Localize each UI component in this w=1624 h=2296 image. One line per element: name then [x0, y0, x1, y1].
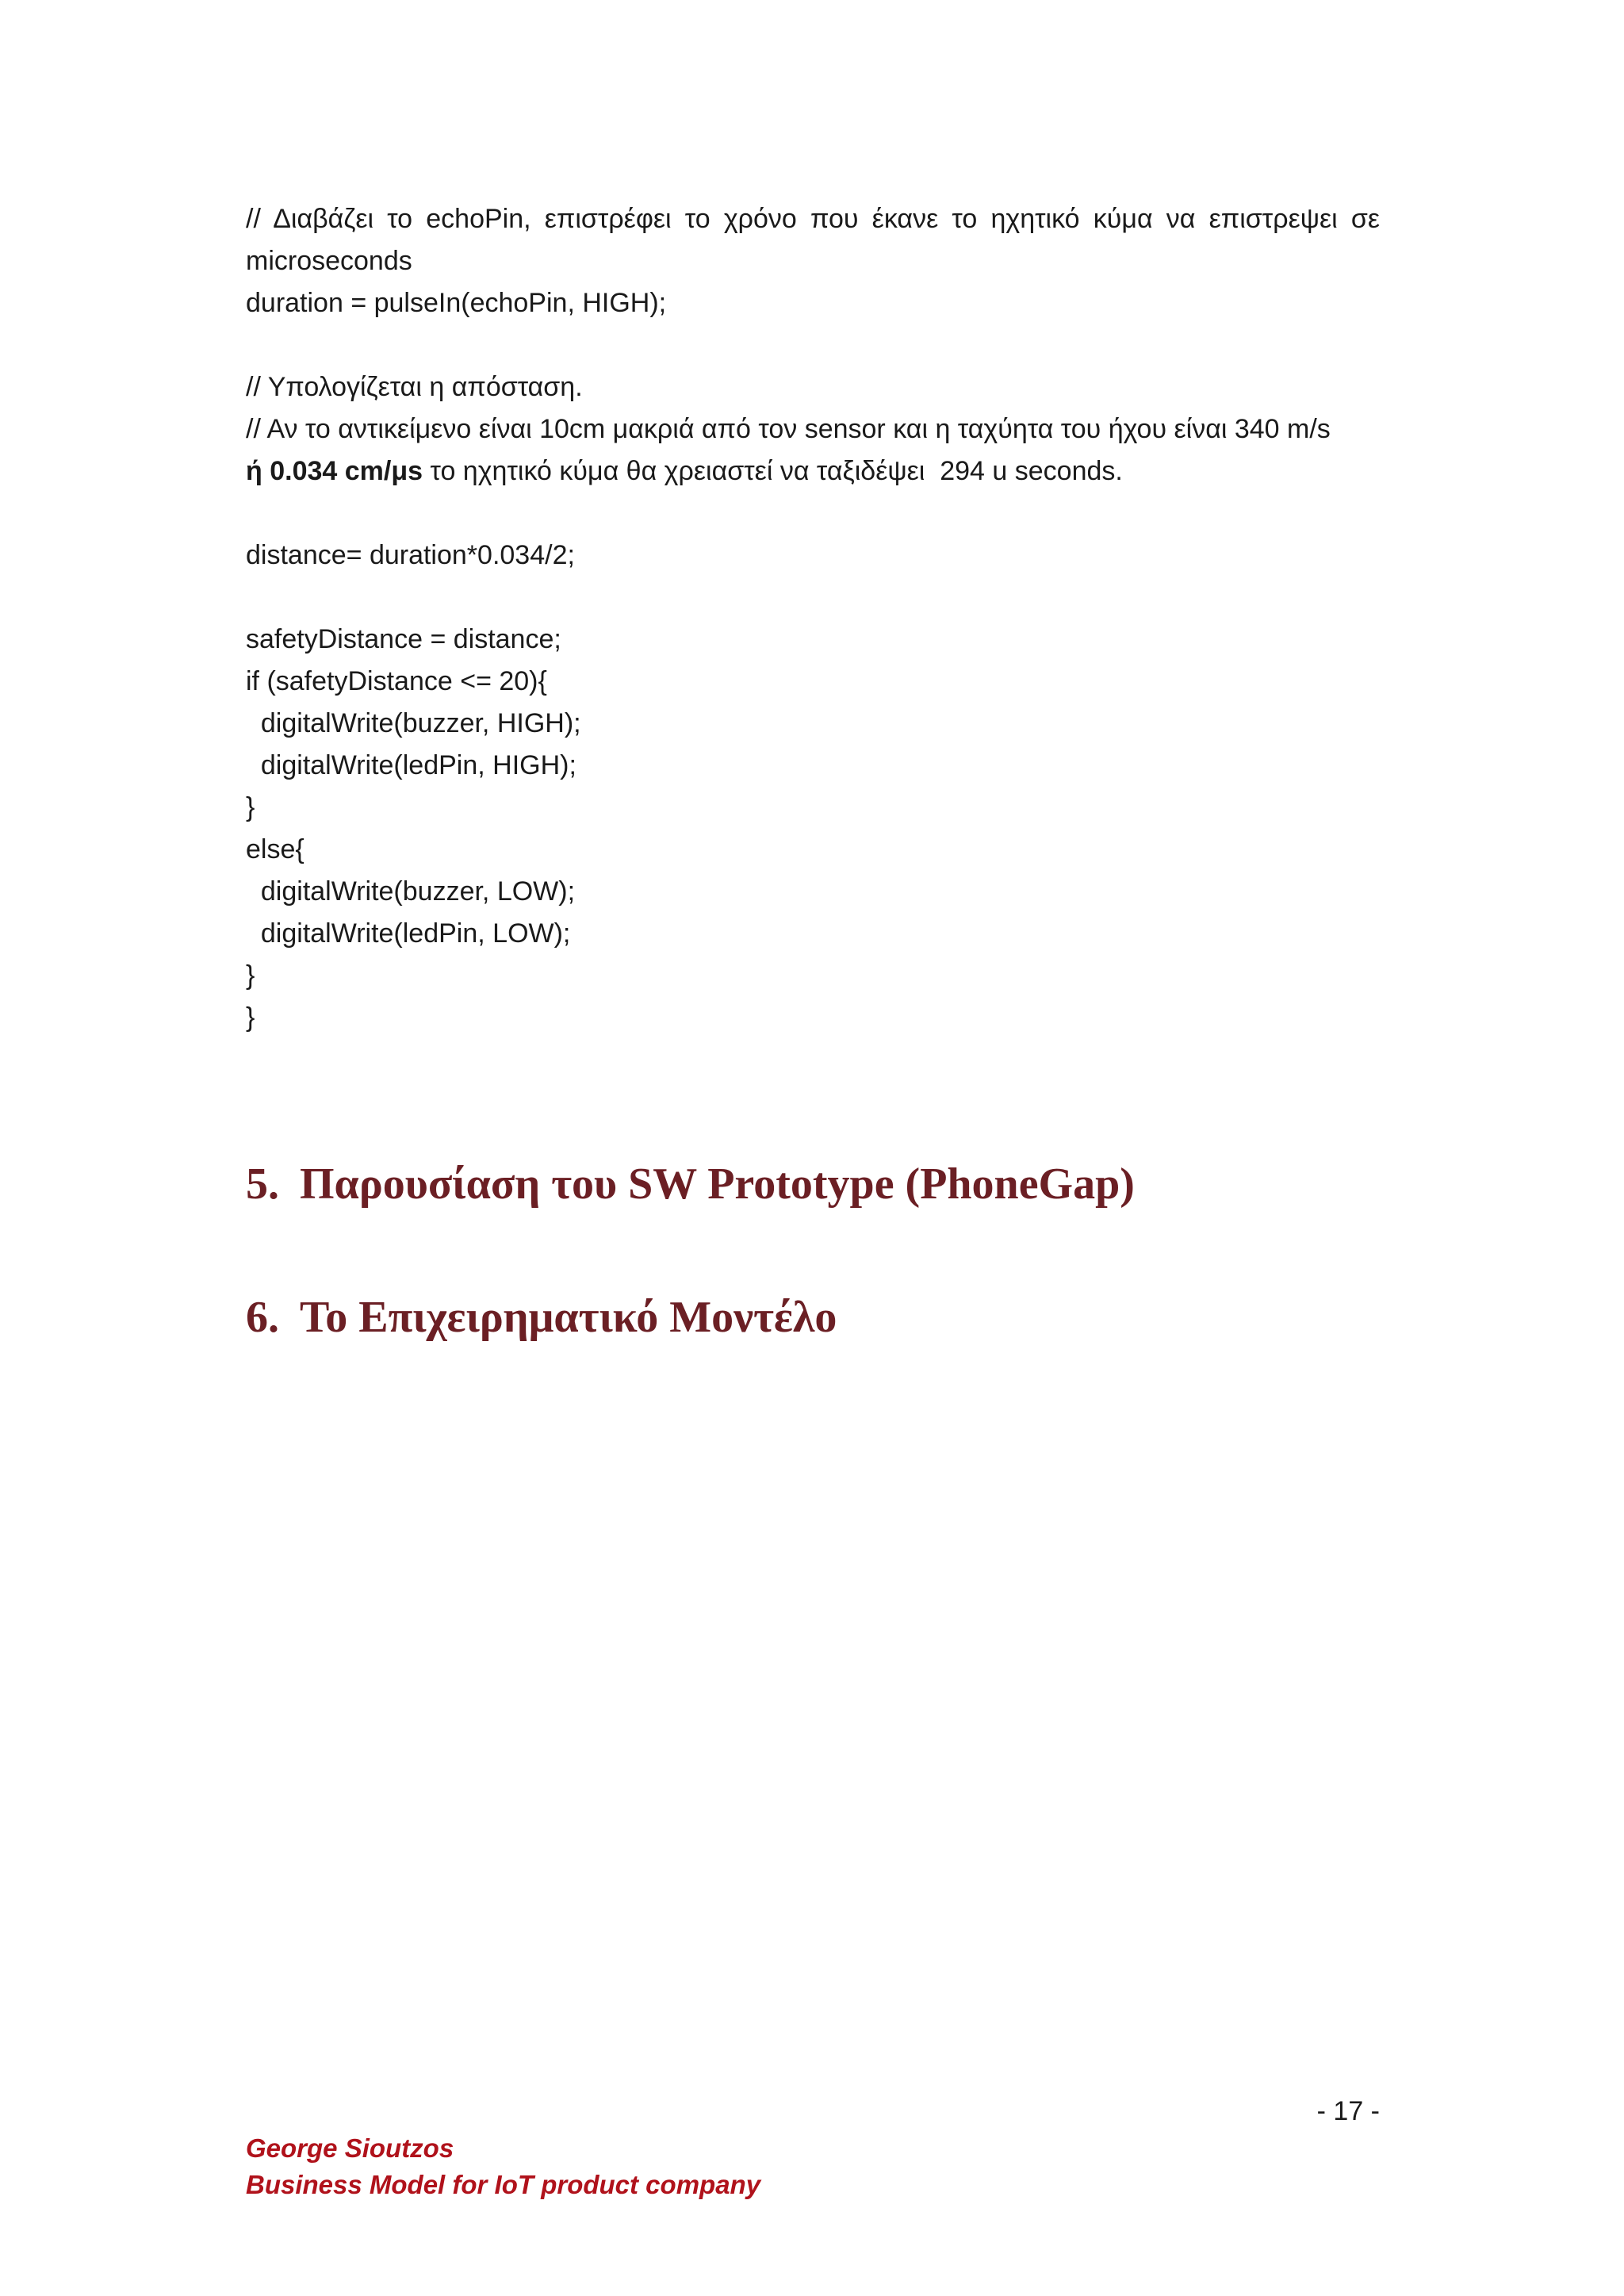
- blank-line: [246, 324, 1380, 366]
- section-heading-6: [246, 1290, 837, 1345]
- code-line: distance= duration*0.034/2;: [246, 540, 575, 570]
- footer-author: George Sioutzos: [246, 2133, 454, 2163]
- code-line: }: [246, 792, 255, 822]
- comment-rest: το ηχητικό κύμα θα χρειαστεί να ταξιδέψει 294 u seconds.: [423, 456, 1123, 486]
- code-line: duration = pulseIn(echoPin, HIGH);: [246, 288, 667, 318]
- code-line: }: [246, 1002, 255, 1033]
- code-comment-continuation: microseconds: [246, 246, 412, 276]
- section-number: 5.: [246, 1159, 279, 1209]
- code-line: }: [246, 960, 255, 991]
- code-line: digitalWrite(ledPin, HIGH);: [246, 750, 576, 780]
- bold-speed-value: ή 0.034 cm/μs: [246, 456, 423, 486]
- code-line: digitalWrite(buzzer, HIGH);: [246, 708, 581, 738]
- code-listing: [246, 198, 1380, 1039]
- section-number: 6.: [246, 1293, 279, 1342]
- blank-line: [246, 493, 1380, 535]
- blank-line: [246, 577, 1380, 619]
- section-title: Παρουσίαση του SW Prototype (PhoneGap): [300, 1159, 1135, 1209]
- page-footer: [246, 2130, 760, 2203]
- code-comment-line: // Αν το αντικείμενο είναι 10cm μακριά από τον sensor και η ταχύητα του ήχου είναι 340 m/s: [246, 414, 1331, 444]
- code-line: digitalWrite(buzzer, LOW);: [246, 876, 576, 907]
- footer-document-title: Business Model for IoT product company: [246, 2170, 761, 2199]
- code-line: if (safetyDistance <= 20){: [246, 666, 547, 696]
- code-comment-line: // Διαβάζει το echoPin, επιστρέφει το χρόνο που έκανε το ηχητικό κύμα να επιστρεψει σε: [246, 204, 1380, 234]
- page-number: - 17 -: [1316, 2096, 1380, 2126]
- code-comment-line: // Υπολογίζεται η απόσταση.: [246, 372, 583, 402]
- code-line: else{: [246, 834, 304, 864]
- section-title: Το Επιχειρηματικό Μοντέλο: [300, 1293, 837, 1342]
- code-line: digitalWrite(ledPin, LOW);: [246, 918, 571, 949]
- section-heading-5: [246, 1156, 1135, 1212]
- code-comment-continuation: [246, 450, 1380, 493]
- code-line: safetyDistance = distance;: [246, 624, 561, 654]
